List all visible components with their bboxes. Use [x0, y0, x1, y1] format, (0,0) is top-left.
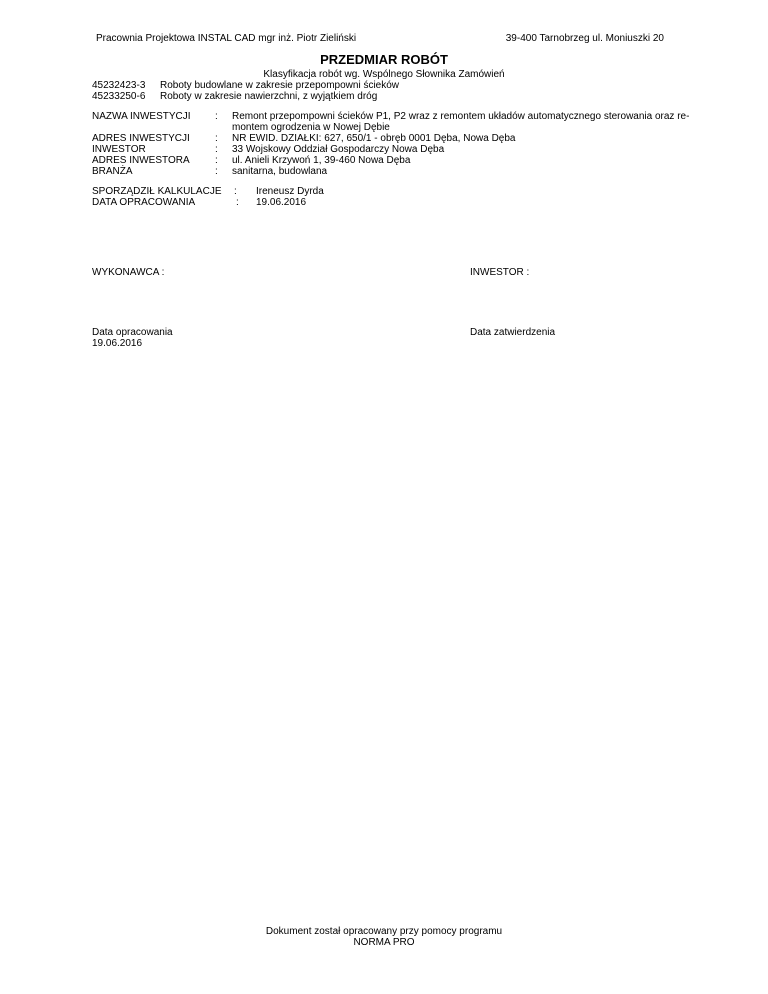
field-value: Remont przepompowni ścieków P1, P2 wraz z remontem układów automatycznego sterowania oraz re-montem ogrodzenia w Nowej Dębie [232, 111, 690, 133]
field-label: ADRES INWESTYCJI [92, 133, 190, 144]
prep-date-value: 19.06.2016 [92, 338, 143, 349]
calc-colon: : [236, 197, 239, 208]
footer-program-name: NORMA PRO [353, 937, 415, 948]
cpv-row [92, 80, 399, 91]
cpv-description: Roboty budowlane w zakresie przepompowni ścieków [160, 80, 400, 91]
calc-label: DATA OPRACOWANIA [92, 197, 196, 208]
footer-line: Dokument został opracowany przy pomocy programu [265, 926, 503, 937]
field-colon: : [215, 111, 218, 122]
field-value: 33 Wojskowy Oddział Gospodarczy Nowa Dęba [232, 144, 445, 155]
field-value: ul. Anieli Krzywoń 1, 39-460 Nowa Dęba [232, 155, 411, 166]
cpv-code: 45232423-3 [92, 80, 146, 91]
classification-title: Klasyfikacja robót wg. Wspólnego Słownika Zamówień [263, 69, 505, 80]
calc-value: 19.06.2016 [256, 197, 307, 208]
cpv-code: 45233250-6 [92, 91, 146, 102]
field-value: sanitarna, budowlana [232, 166, 328, 177]
header-company: Pracownia Projektowa INSTAL CAD mgr inż. Piotr Zieliński [96, 33, 357, 44]
field-value: NR EWID. DZIAŁKI: 627, 650/1 - obręb 0001 Dęba, Nowa Dęba [232, 133, 516, 144]
field-colon: : [215, 166, 218, 177]
field-label: BRANŻA [92, 166, 133, 177]
cpv-row [92, 91, 377, 102]
approval-date-label: Data zatwierdzenia [470, 327, 556, 338]
cpv-description: Roboty w zakresie nawierzchni, z wyjątkiem dróg [160, 91, 378, 102]
field-colon: : [215, 155, 218, 166]
calc-label: SPORZĄDZIŁ KALKULACJE [92, 186, 222, 197]
field-colon: : [215, 144, 218, 155]
field-colon: : [215, 133, 218, 144]
calc-value: Ireneusz Dyrda [256, 186, 324, 197]
calc-colon: : [234, 186, 237, 197]
prep-date-label: Data opracowania [92, 327, 173, 338]
footer-note [0, 926, 768, 948]
investor-signature-label: INWESTOR : [470, 267, 530, 278]
document-title: PRZEDMIAR ROBÓT [320, 52, 448, 67]
field-label: ADRES INWESTORA [92, 155, 190, 166]
header-address: 39-400 Tarnobrzeg ul. Moniuszki 20 [505, 33, 664, 44]
field-label: NAZWA INWESTYCJI [92, 111, 191, 122]
field-label: INWESTOR [92, 144, 146, 155]
contractor-label: WYKONAWCA : [92, 267, 165, 278]
